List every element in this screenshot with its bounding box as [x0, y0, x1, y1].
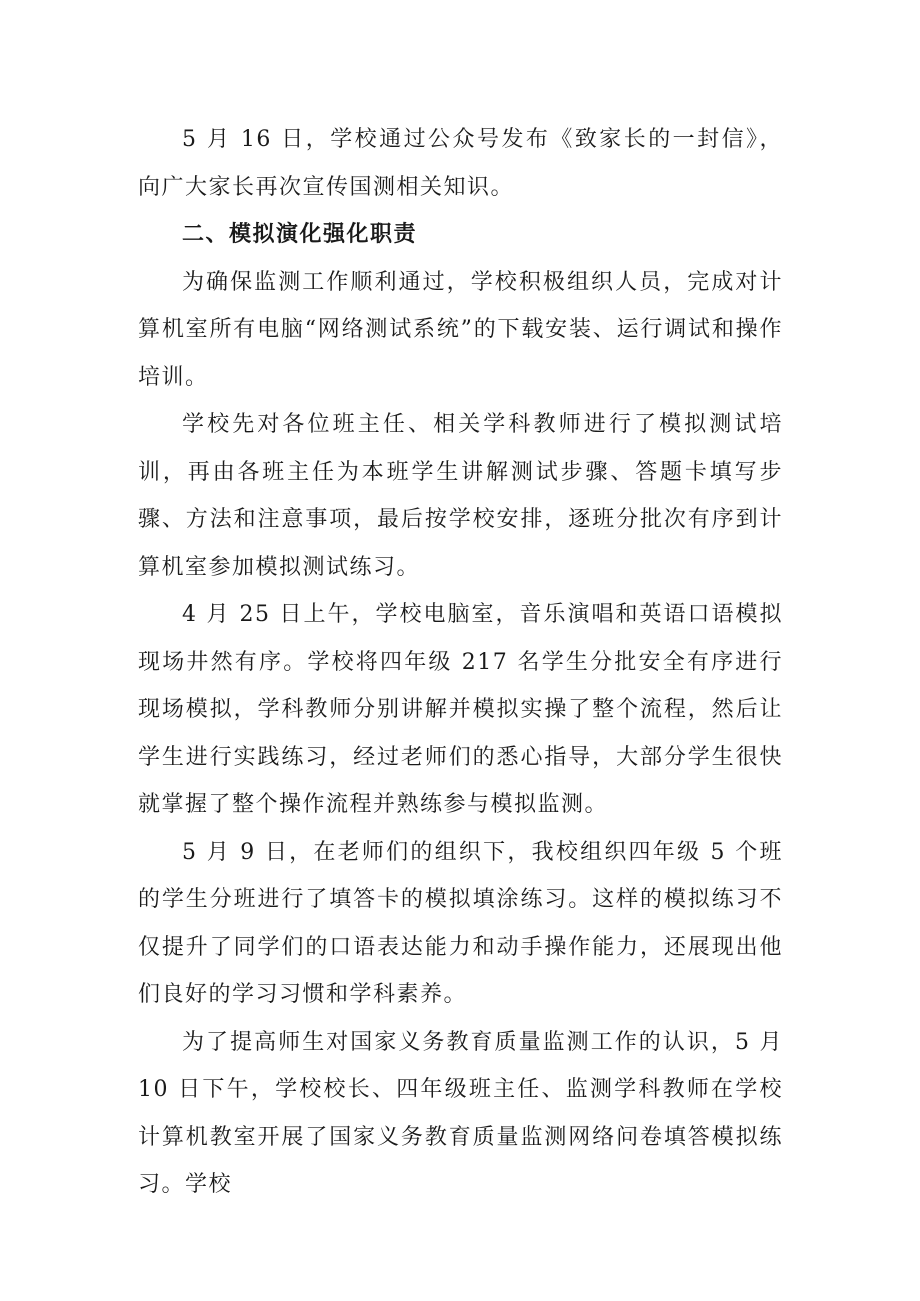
paragraph-may-10-survey: 为了提高师生对国家义务教育质量监测工作的认识，5 月 10 日下午，学校校长、四年级班主任、监测学科教师在学校计算机教室开展了国家义务教育质量监测网络问卷填答模拟练习。学校 [138, 1029, 783, 1197]
paragraph-may-9-practice: 5 月 9 日，在老师们的组织下，我校组织四年级 5 个班的学生分班进行了填答卡的模拟填涂练习。这样的模拟练习不仅提升了同学们的口语表达能力和动手操作能力，还展现出他们良好的学习习惯和学科素养。 [138, 839, 783, 1007]
paragraph-april-simulation: 4 月 25 日上午，学校电脑室，音乐演唱和英语口语模拟现场井然有序。学校将四年级 217 名学生分批安全有序进行现场模拟，学科教师分别讲解并模拟实操了整个流程，然后让学生进行实践练习，经过老师们的悉心指导，大部分学生很快就掌握了整个操作流程并熟练参与模拟监测。 [138, 602, 783, 817]
section-heading: 二、模拟演化强化职责 [182, 222, 418, 247]
paragraph-parent-letter: 5 月 16 日，学校通过公众号发布《致家长的一封信》，向广大家长再次宣传国测相关知识。 [138, 127, 783, 200]
paragraph-system-setup: 为确保监测工作顺利通过，学校积极组织人员，完成对计算机室所有电脑“网络测试系统”的下载安装、运行调试和操作培训。 [138, 269, 783, 390]
document-body [138, 116, 783, 1209]
paragraph-teacher-training: 学校先对各位班主任、相关学科教师进行了模拟测试培训，再由各班主任为本班学生讲解测试步骤、答题卡填写步骤、方法和注意事项，最后按学校安排，逐班分批次有序到计算机室参加模拟测试练习。 [138, 412, 783, 580]
